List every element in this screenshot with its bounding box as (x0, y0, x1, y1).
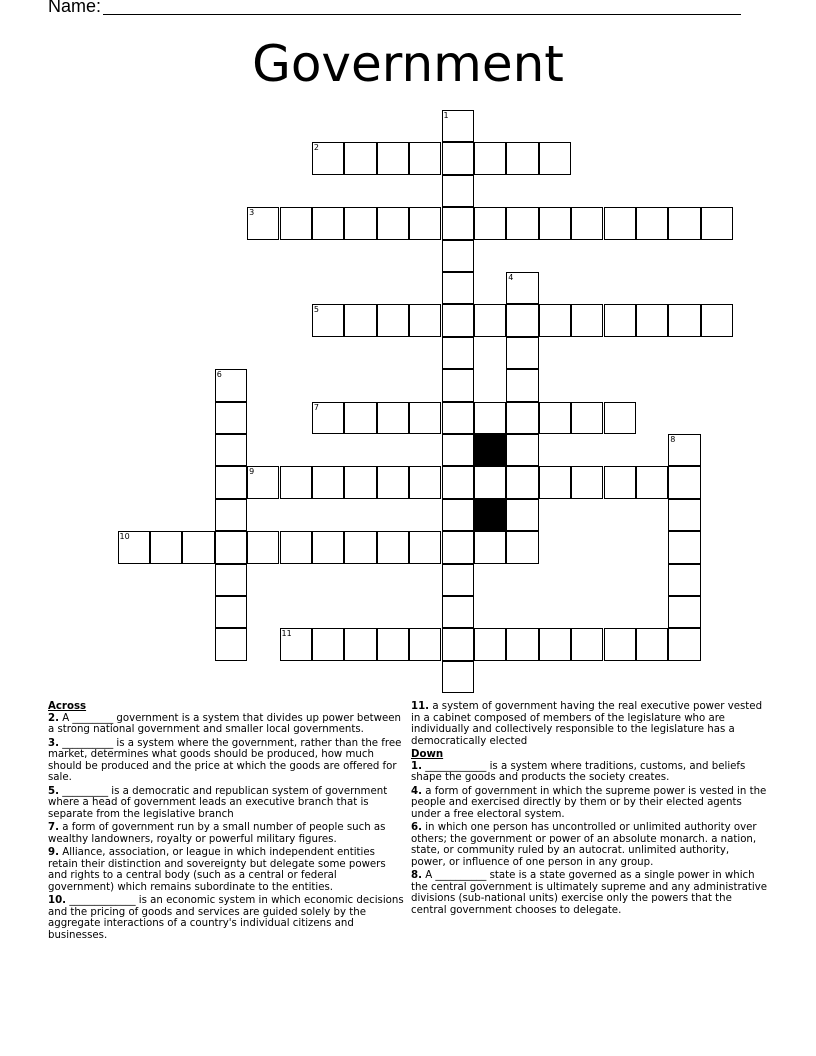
crossword-cell[interactable] (539, 466, 571, 498)
crossword-cell[interactable] (636, 466, 668, 498)
crossword-cell[interactable] (636, 628, 668, 660)
crossword-cell[interactable] (215, 531, 247, 563)
crossword-cell-3[interactable] (247, 207, 279, 239)
clue-number: 2. (48, 712, 59, 724)
cell-number: 4 (508, 273, 514, 282)
crossword-cell-2[interactable] (312, 142, 344, 174)
crossword-cell[interactable] (344, 142, 376, 174)
crossword-cell[interactable] (280, 207, 312, 239)
crossword-cell[interactable] (701, 207, 733, 239)
crossword-cell[interactable] (539, 402, 571, 434)
crossword-cell[interactable] (442, 434, 474, 466)
down-clue-4 (411, 786, 767, 821)
crossword-cell[interactable] (636, 304, 668, 336)
crossword-cell[interactable] (442, 142, 474, 174)
crossword-cell-8[interactable] (668, 434, 700, 466)
crossword-cell[interactable] (442, 207, 474, 239)
crossword-cell[interactable] (506, 628, 538, 660)
cell-number: 2 (313, 143, 319, 153)
crossword-cell[interactable] (474, 207, 506, 239)
cell-number: 11 (281, 629, 292, 639)
crossword-cell[interactable] (312, 628, 344, 660)
crossword-cell[interactable] (215, 628, 247, 660)
crossword-cell[interactable] (571, 402, 603, 434)
crossword-cell[interactable] (668, 466, 700, 498)
crossword-cell[interactable] (409, 402, 441, 434)
crossword-cell[interactable] (442, 369, 474, 401)
crossword-cell[interactable] (442, 466, 474, 498)
crossword-cell[interactable] (280, 531, 312, 563)
crossword-cell[interactable] (474, 304, 506, 336)
crossword-cell[interactable] (442, 402, 474, 434)
crossword-cell[interactable] (571, 207, 603, 239)
crossword-cell[interactable] (442, 272, 474, 304)
crossword-cell[interactable] (312, 207, 344, 239)
down-heading: Down (411, 749, 444, 760)
crossword-cell[interactable] (442, 337, 474, 369)
across-clue-10 (48, 895, 404, 941)
across-clue-7 (48, 822, 404, 845)
crossword-cell[interactable] (474, 531, 506, 563)
crossword-cell[interactable] (668, 628, 700, 660)
crossword-cell[interactable] (474, 402, 506, 434)
crossword-cell[interactable] (442, 564, 474, 596)
across-clue-11 (411, 701, 767, 747)
crossword-cell[interactable] (442, 304, 474, 336)
crossword-cell[interactable] (280, 466, 312, 498)
clue-text: Alliance, association, or league in which independent entities retain their distinction and sovereignty but delegate some powers and rights to a central body (such as a central or federal government) which remains subordinate to the entities. (48, 847, 386, 893)
crossword-cell[interactable] (539, 304, 571, 336)
crossword-cell[interactable] (506, 337, 538, 369)
crossword-cell[interactable] (506, 402, 538, 434)
crossword-cell[interactable] (668, 531, 700, 563)
crossword-cell[interactable] (539, 207, 571, 239)
crossword-cell[interactable] (442, 596, 474, 628)
clue-text: ____________ is a system where traditions, customs, and beliefs shape the goods and products the society creates. (411, 760, 746, 783)
cell-number: 1 (443, 111, 449, 120)
crossword-cell[interactable] (506, 207, 538, 239)
page-title: Government (252, 35, 564, 93)
crossword-cell[interactable] (604, 628, 636, 660)
black-cell (474, 434, 506, 466)
clue-number: 6. (411, 822, 422, 833)
clue-text: a system of government having the real executive power vested in a cabinet composed of members of the legislature who are individually and collectively responsible to the legislature has a democratically elected (411, 701, 763, 747)
clue-number: 11. (411, 701, 430, 712)
across-clue-3 (48, 738, 404, 784)
crossword-cell[interactable] (377, 402, 409, 434)
down-clue-8 (411, 870, 767, 916)
crossword-cell[interactable] (571, 628, 603, 660)
crossword-cell[interactable] (604, 402, 636, 434)
clue-number: 5. (48, 785, 59, 797)
crossword-cell[interactable] (701, 304, 733, 336)
crossword-cell[interactable] (442, 531, 474, 563)
crossword-cell[interactable] (215, 466, 247, 498)
cell-number: 8 (670, 435, 676, 444)
crossword-cell[interactable] (344, 628, 376, 660)
crossword-cell[interactable] (312, 531, 344, 563)
crossword-cell[interactable] (442, 175, 474, 207)
cell-number: 9 (249, 467, 255, 477)
crossword-cell[interactable] (409, 628, 441, 660)
clue-number: 4. (411, 785, 422, 797)
crossword-cell[interactable] (377, 628, 409, 660)
down-clue-1 (411, 761, 767, 784)
crossword-cell[interactable] (344, 207, 376, 239)
clue-number: 9. (48, 847, 59, 858)
across-clue-5 (48, 786, 404, 821)
clue-number: 10. (48, 895, 67, 906)
crossword-cell-10[interactable] (118, 531, 150, 563)
cell-number: 3 (249, 208, 255, 218)
clue-text: A ________ government is a system that divides up power between a strong national government and smaller local governments. (48, 712, 401, 735)
crossword-cell[interactable] (506, 434, 538, 466)
across-clue-2 (48, 713, 404, 736)
cell-number: 6 (216, 370, 222, 380)
clue-number: 3. (48, 737, 59, 749)
crossword-cell-11[interactable] (280, 628, 312, 660)
crossword-cell[interactable] (215, 596, 247, 628)
crossword-cell[interactable] (668, 596, 700, 628)
cell-number: 5 (313, 305, 319, 315)
crossword-cell[interactable] (442, 499, 474, 531)
crossword-cell[interactable] (377, 466, 409, 498)
crossword-cell[interactable] (344, 304, 376, 336)
crossword-cell[interactable] (506, 142, 538, 174)
crossword-cell[interactable] (215, 564, 247, 596)
clue-text: __________ is a system where the government, rather than the free market, determines what goods should be produced, how much should be produced and the price at which the goods are offered for sale. (48, 737, 402, 783)
clue-text: a form of government in which the supreme power is vested in the people and exercised directly by them or by their elected agents under a free electoral system. (411, 785, 767, 820)
crossword-cell[interactable] (150, 531, 182, 563)
clue-text: A __________ state is a state governed as a single power in which the central government is ultimately supreme and any administrative divisions (sub-national units) exercise only the powers that the central government chooses to delegate. (411, 870, 768, 916)
crossword-cell[interactable] (409, 207, 441, 239)
cell-number: 7 (313, 402, 319, 412)
crossword-cell[interactable] (442, 240, 474, 272)
crossword-cell[interactable] (409, 531, 441, 563)
crossword-cell[interactable] (571, 466, 603, 498)
clues-left-column (48, 701, 404, 943)
crossword-cell[interactable] (539, 628, 571, 660)
crossword-cell-6[interactable] (215, 369, 247, 401)
crossword-cell[interactable] (344, 531, 376, 563)
crossword-cell[interactable] (409, 466, 441, 498)
crossword-cell[interactable] (215, 402, 247, 434)
crossword-cell[interactable] (377, 531, 409, 563)
crossword-cell[interactable] (182, 531, 214, 563)
crossword-cell[interactable] (506, 531, 538, 563)
crossword-cell[interactable] (409, 142, 441, 174)
down-clue-6 (411, 822, 767, 868)
clue-text: a form of government run by a small number of people such as wealthy landowners, royalty or powerful military figures. (48, 822, 386, 845)
crossword-cell[interactable] (344, 466, 376, 498)
crossword-cell[interactable] (474, 466, 506, 498)
across-clue-9 (48, 847, 404, 893)
crossword-cell[interactable] (344, 402, 376, 434)
crossword-cell-7[interactable] (312, 402, 344, 434)
crossword-cell[interactable] (539, 142, 571, 174)
crossword-cell[interactable] (506, 466, 538, 498)
black-cell (474, 499, 506, 531)
clue-text: in which one person has uncontrolled or unlimited authority over others; the government or power of an absolute monarch. a nation, state, or community ruled by an autocrat. unlimited authority, power, or influence of one person in any group. (411, 822, 757, 868)
crossword-cell-9[interactable] (247, 466, 279, 498)
clue-text: _____________ is an economic system in which economic decisions and the pricing of goods and services are guided solely by the aggregate interactions of a country's individual citizens and businesses. (48, 895, 404, 941)
crossword-cell[interactable] (668, 499, 700, 531)
crossword-cell[interactable] (506, 499, 538, 531)
crossword-cell[interactable] (474, 142, 506, 174)
crossword-cell[interactable] (247, 531, 279, 563)
clue-text: _________ is a democratic and republican system of government where a head of government leads an executive branch that is separate from the legislative branch (48, 785, 388, 820)
crossword-cell[interactable] (377, 304, 409, 336)
crossword-cell[interactable] (442, 628, 474, 660)
crossword-cell[interactable] (604, 207, 636, 239)
crossword-cell[interactable] (506, 304, 538, 336)
crossword-cell[interactable] (668, 304, 700, 336)
crossword-cell[interactable] (377, 142, 409, 174)
clue-number: 1. (411, 760, 422, 772)
crossword-cell[interactable] (604, 304, 636, 336)
crossword-cell[interactable] (506, 369, 538, 401)
clue-number: 8. (411, 870, 422, 881)
across-heading: Across (48, 701, 87, 712)
name-label: Name: (48, 0, 102, 16)
cell-number: 10 (119, 532, 130, 542)
crossword-cell[interactable] (409, 304, 441, 336)
crossword-cell[interactable] (474, 628, 506, 660)
crossword-cell[interactable] (377, 207, 409, 239)
crossword-cell[interactable] (442, 661, 474, 693)
crossword-cell-1[interactable] (442, 110, 474, 142)
crossword-cell[interactable] (636, 207, 668, 239)
crossword-cell[interactable] (571, 304, 603, 336)
crossword-cell[interactable] (215, 434, 247, 466)
crossword-cell[interactable] (604, 466, 636, 498)
crossword-cell-4[interactable] (506, 272, 538, 304)
clues-right-column (411, 701, 767, 918)
crossword-cell[interactable] (668, 207, 700, 239)
crossword-cell-5[interactable] (312, 304, 344, 336)
crossword-cell[interactable] (215, 499, 247, 531)
crossword-cell[interactable] (668, 564, 700, 596)
crossword-cell[interactable] (312, 466, 344, 498)
clue-number: 7. (48, 822, 59, 833)
